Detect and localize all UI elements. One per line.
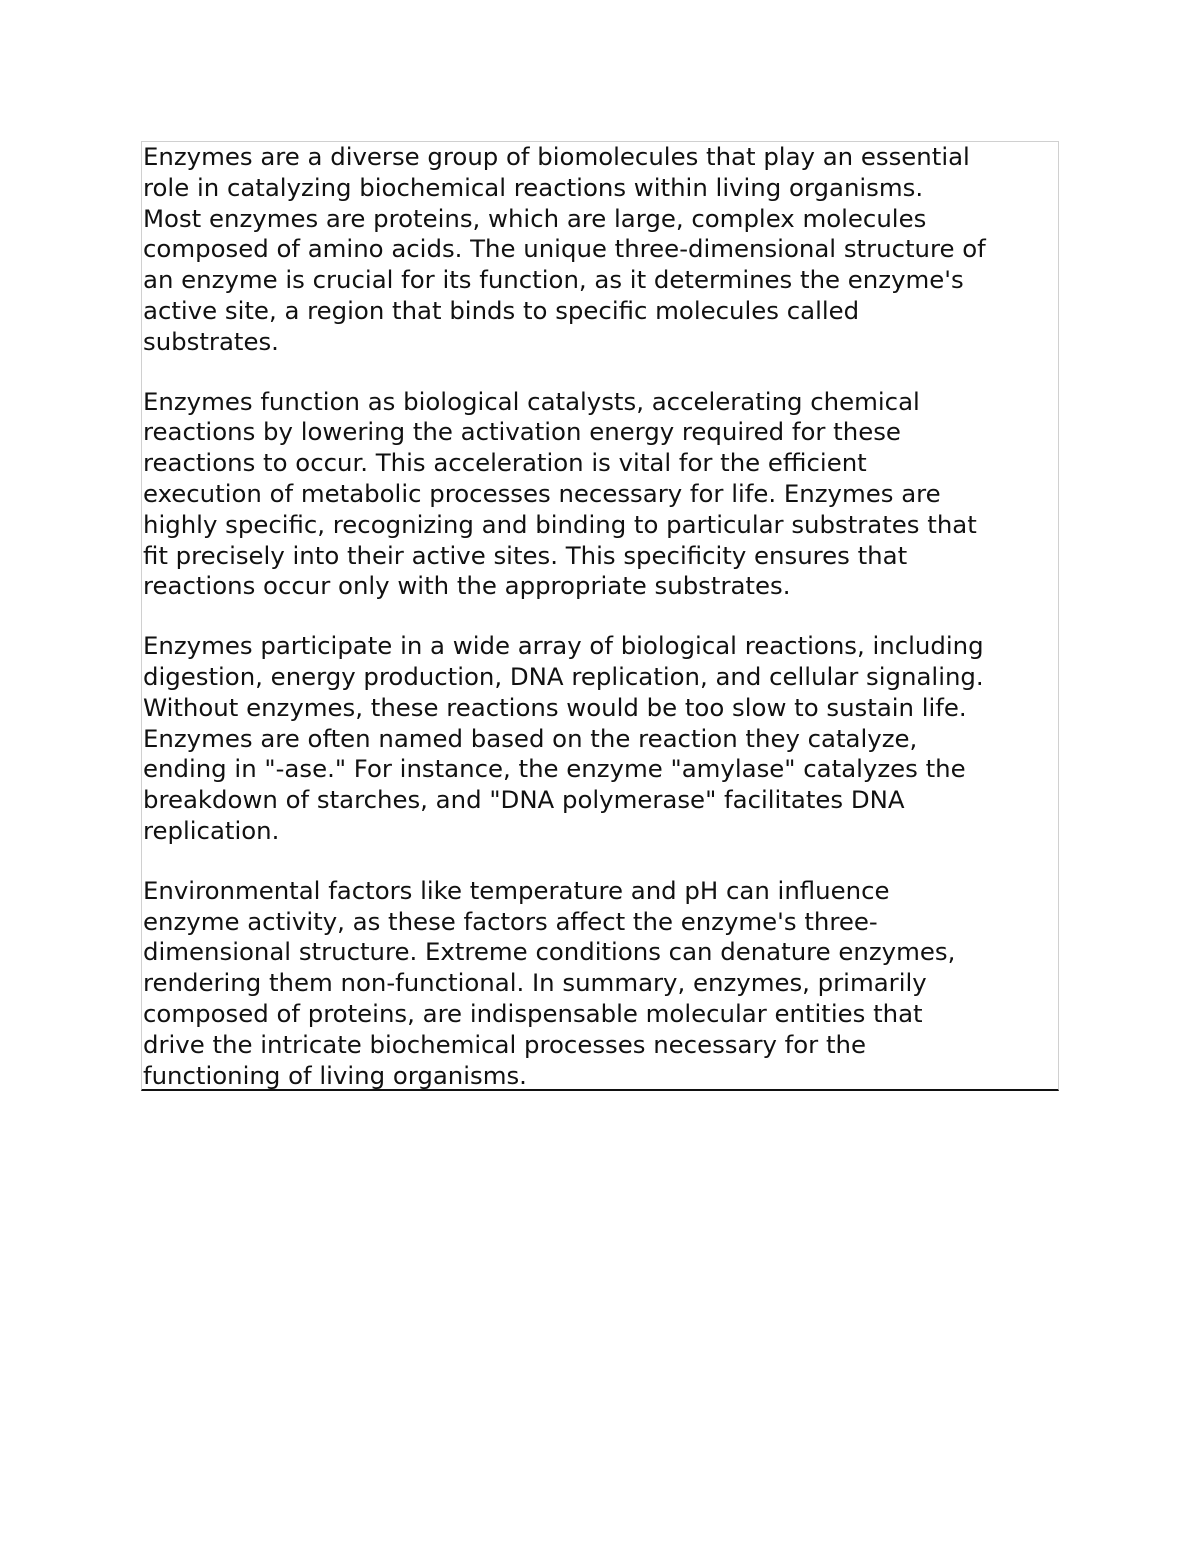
paragraph-1: Enzymes are a diverse group of biomolecules that play an essential role in catalyzing biochemical reactions within living organisms. Most enzymes are proteins, which are large, complex molecules composed of amino acids. The unique three-dimensional structure of an enzyme is crucial for its function, as it determines the enzyme's active site, a region that binds to specific molecules called substrates. xyxy=(143,142,986,356)
paragraph-3: Enzymes participate in a wide array of biological reactions, including digestion, energy production, DNA replication, and cellular signaling. Without enzymes, these reactions would be too slow to sustain life. Enzymes are often named based on the reaction they catalyze, ending in "-ase." For instance, the enzyme "amylase" catalyzes the breakdown of starches, and "DNA polymerase" facilitates DNA replication. xyxy=(143,631,984,845)
paragraph-4: Environmental factors like temperature and pH can influence enzyme activity, as these factors affect the enzyme's three- dimensional structure. Extreme conditions can denature enzymes, rendering them non-functional. In summary, enzymes, primarily composed of proteins, are indispensable molecular entities that drive the intricate biochemical processes necessary for the functioning of living organisms. xyxy=(143,875,956,1090)
paragraph-2: Enzymes function as biological catalysts, accelerating chemical reactions by lowering the activation energy required for these reactions to occur. This acceleration is vital for the efficient execution of metabolic processes necessary for life. Enzymes are highly specific, recognizing and binding to particular substrates that fit precisely into their active sites. This specificity ensures that reactions occur only with the appropriate substrates. xyxy=(143,386,977,601)
document-text-box xyxy=(141,141,1059,1091)
